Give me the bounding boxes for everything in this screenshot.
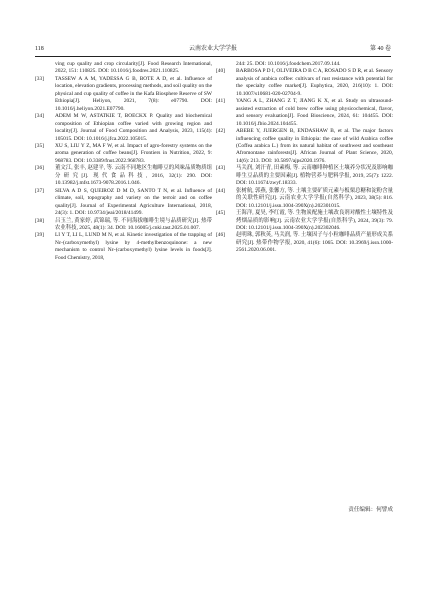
volume-label: 第 40 卷	[369, 46, 391, 52]
reference-entry	[216, 128, 393, 165]
reference-number: [38]	[35, 217, 44, 224]
reference-number: [34]	[35, 113, 44, 120]
reference-entry	[216, 165, 393, 187]
reference-entry	[35, 165, 212, 187]
reference-entry	[216, 68, 393, 98]
reference-entry	[35, 218, 212, 233]
reference-text: SILVA A D S, QUEIROZ D M D, SANTO T N, et al. Influence of climate, soil, topography and variety on the terroir and on coffee quality[J]. Journal of Experimental Agriculture International, 2018, 24(3): 1. DOI: 10.9734/jeai/2018/41499.	[55, 187, 212, 217]
reference-number: [39]	[35, 232, 44, 239]
references-left-column	[35, 61, 212, 262]
reference-text: YANG A L, ZHANG Z T, JIANG K X, et al. Study on ultrasound-assisted extraction of cold brew coffee using physicochemical, flavor, and sensory evaluation[J]. Food Bioscience, 2024, 61: 104455. DOI: 10.1016/j.fbio.2024.104455.	[236, 98, 393, 127]
reference-text: ADEM M W, ASTATKIE T, BOECKX P. Quality and biochemical composition of Ethiopian coffee varied with growing region and locality[J]. Journal of Food Composition and Analysis, 2023, 115(4): 105015. DOI: 10.1016/j.jfca.2022.105015.	[55, 113, 212, 142]
reference-text: 赵明珠, 郭秋英, 马关润, 等. 土壤因子与小粒咖啡品质产量形成关系研究[J]. 热带作物学报, 2020, 41(6): 1065. DOI: 10.3969/j.issn.1000-2561.2020.06.001.	[236, 232, 393, 254]
editor-signature: 责任编辑：何譬成	[348, 507, 393, 513]
reference-entry	[35, 76, 212, 113]
reference-text: 马关润, 刘汗青, 田素梅, 等. 云南咖啡种植区土壤养分状况及影响咖啡生豆品质的主要因素[J]. 植物营养与肥料学报, 2019, 25(7): 1222. DOI: 10.11674/zwyf.18333.	[236, 165, 393, 187]
reference-text: 董文江, 张丰, 赵建平, 等. 云南不同地区生咖啡豆的风味品质物质组分研究[J]. 现代食品科技, 2016, 32(1): 290. DOI: 10.13982/j.mfst.1673-9078.2016.1.046.	[55, 165, 212, 187]
reference-number: [40]	[216, 68, 225, 75]
reference-text: LI Y T, LI L, LUND M N, et al. Kinetic investigation of the trapping of Nε-(carboxymethyl) lysine by 4-methylbenzoquinone: a new mechanism to control Nε-(carboxymethyl) lysine levels in foods[J]. Food Chemistry, 2018,	[55, 232, 212, 261]
reference-entry	[35, 188, 212, 218]
reference-text: 吕玉兰, 黄家婷, 武锦瑞, 等. 不同海拔咖啡生境与品质研究[J]. 热带农业科技, 2025, 48(1): 34. DOI: 10.16005/j.cnki.tast.2025.01.007.	[55, 217, 212, 231]
reference-entry	[216, 210, 393, 232]
reference-entry	[216, 61, 393, 68]
reference-number: [44]	[216, 187, 225, 194]
reference-entry	[35, 232, 212, 262]
reference-text: 张树航, 郭燕, 张馨方, 等. 土壤主要矿质元素与板栗总糖和淀粉含量的关联性研究[J]. 云南农业大学学报(自然科学), 2023, 38(5): 816. DOI: 10.12101/j.issn.1004-390X(n).202301015.	[236, 187, 393, 209]
reference-text: ABEBE Y, JUERGEN B, ENDASHAW B, et al. The major factors influencing coffee quality in Ethiopia: the case of wild Arabica coffee (Coffea arabica L.) from its natural habitat of southwest and southeast Afromontane rainforests[J]. African Journal of Plant Science, 2020, 14(6): 213. DOI: 10.5897/ajps2020.1976.	[236, 128, 393, 164]
reference-entry	[216, 232, 393, 254]
reference-number: [37]	[35, 187, 44, 194]
reference-number: [46]	[216, 232, 225, 239]
reference-text: 王海洋, 夏昊, 李红霞, 等. 生物炭配施土壤改良剂对酸性土壤特性及烤烟品质的影响[J]. 云南农业大学学报(自然科学), 2024, 39(3): 79. DOI: 10.12101/j.issn.1004-390X(n).202302046.	[236, 210, 393, 231]
reference-text: XU S, LIU Y Z, MA F W, et al. Impact of agro-forestry systems on the aroma generation of coffee beans[J]. Frontiers in Nutrition, 2022, 9: 968783. DOI: 10.3389/fnut.2022.968783.	[55, 142, 212, 164]
reference-entry	[35, 61, 212, 76]
reference-number: [43]	[216, 165, 225, 172]
reference-number: [36]	[35, 165, 44, 172]
reference-text: ving cup quality and crop circularity[J]. Food Research International, 2022, 151: 110825. DOI: 10.1016/j.foodres.2021.110825.	[55, 61, 212, 75]
reference-number: [41]	[216, 98, 225, 105]
header-rule	[35, 56, 391, 57]
reference-entry	[216, 98, 393, 128]
reference-text: 244: 25. DOI: 10.1016/j.foodchem.2017.09.144.	[236, 61, 341, 67]
running-header	[35, 44, 391, 54]
reference-number: [35]	[35, 142, 44, 149]
reference-number: [33]	[35, 75, 44, 82]
references-right-column	[216, 61, 393, 255]
reference-number: [45]	[216, 210, 225, 217]
reference-entry	[35, 143, 212, 165]
reference-text: TASSEW A A M, YADESSA G B, BOTE A D, et al. Influence of location, elevation gradients, processing methods, and soil quality on the physical and cup quality of coffee in the Kafa Biosphere Reserve of SW Ethiopia[J]. Heliyon, 2021, 7(8): e07790. DOI: 10.1016/j.heliyon.2021.E07790.	[55, 75, 212, 112]
journal-title: 云南农业大学学报	[188, 46, 237, 52]
page-number: 118	[35, 46, 44, 52]
reference-number: [42]	[216, 128, 225, 135]
reference-entry	[35, 113, 212, 143]
reference-text: BARBOSA P D I, OLIVEIRA D B C A, ROSADO S D R, et al. Sensory analysis of arabica coffee: cultivars of rust resistance with potential for the specialty coffee market[J]. Euphytica, 2020, 216(10): 1. DOI: 10.1007/s10681-020-02704-9.	[236, 68, 393, 97]
reference-entry	[216, 188, 393, 210]
